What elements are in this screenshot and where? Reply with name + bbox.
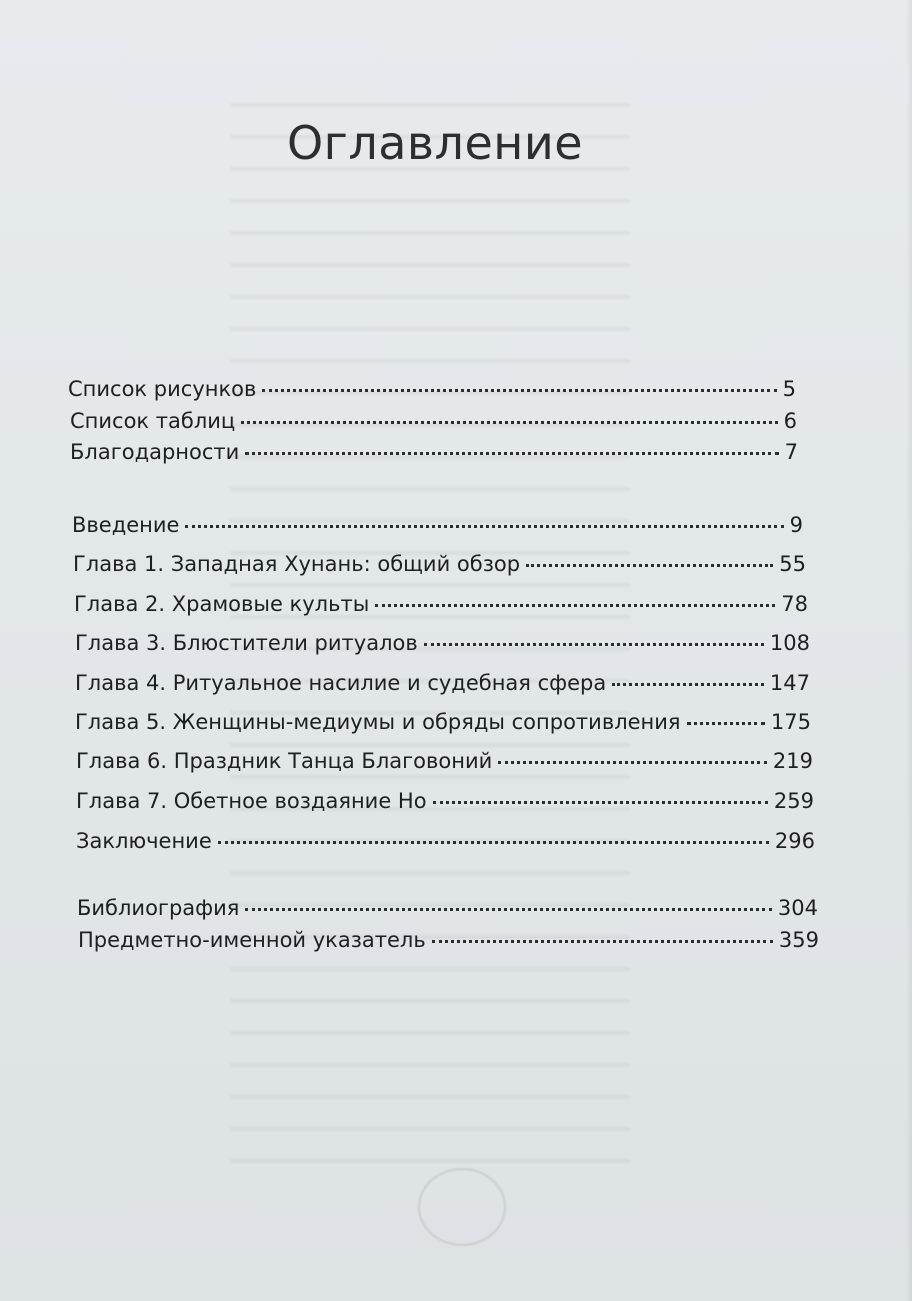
toc-entry-label: Глава 6. Праздник Танца Благовоний — [76, 749, 493, 773]
toc-entry-label: Глава 3. Блюстители ритуалов — [75, 631, 418, 655]
toc-entry-label: Список рисунков — [68, 377, 257, 401]
toc-entry[interactable] — [73, 549, 806, 579]
toc-entry-page: 7 — [784, 440, 798, 464]
toc-entry-page: 108 — [769, 631, 810, 655]
toc-entry-label: Глава 4. Ритуальное насилие и судебная сфера — [75, 671, 607, 695]
toc-entry[interactable] — [75, 707, 811, 737]
toc-entry-page: 55 — [779, 552, 806, 576]
toc-entry-label: Глава 1. Западная Хунань: общий обзор — [73, 552, 521, 576]
toc-entry[interactable] — [76, 786, 814, 816]
toc-leader-dots — [218, 841, 769, 844]
toc-entry[interactable] — [75, 668, 810, 698]
toc-leader-dots — [612, 683, 764, 686]
toc-leader-dots — [185, 525, 783, 528]
toc-entry[interactable] — [70, 437, 798, 467]
toc-entry[interactable] — [77, 893, 818, 923]
toc-leader-dots — [245, 452, 778, 455]
toc-entry[interactable] — [70, 406, 797, 436]
toc-entry-page: 175 — [770, 710, 811, 734]
toc-entry-page: 259 — [773, 789, 814, 813]
toc-entry-label: Список таблиц — [70, 409, 236, 433]
toc-entry-label: Глава 5. Женщины-медиумы и обряды сопротивления — [75, 710, 681, 734]
toc-entry-label: Библиография — [77, 896, 240, 920]
toc-entry-label: Благодарности — [70, 440, 240, 464]
toc-entry-page: 359 — [778, 928, 819, 952]
toc-entry-label: Глава 2. Храмовые культы — [74, 592, 370, 616]
toc-entry[interactable] — [78, 925, 819, 955]
toc-leader-dots — [432, 940, 773, 943]
toc-entry-page: 9 — [789, 513, 803, 537]
toc-entry-page: 219 — [772, 749, 813, 773]
toc-entry[interactable] — [76, 826, 815, 856]
toc-entry-label: Глава 7. Обетное воздаяние Но — [76, 789, 427, 813]
toc-entry-label: Заключение — [76, 829, 212, 853]
toc-leader-dots — [241, 421, 777, 424]
toc-leader-dots — [498, 761, 767, 764]
toc-entry-page: 78 — [781, 592, 808, 616]
toc-entry-page: 6 — [783, 409, 797, 433]
toc-entry[interactable] — [75, 628, 810, 658]
toc-entry-label: Предметно-именной указатель — [78, 928, 426, 952]
toc-leader-dots — [262, 389, 776, 392]
toc-leader-dots — [424, 643, 764, 646]
toc-entry-page: 304 — [777, 896, 818, 920]
toc-entry-page: 5 — [782, 377, 796, 401]
toc-leader-dots — [433, 801, 768, 804]
toc-entry[interactable] — [74, 589, 808, 619]
toc-entry[interactable] — [72, 510, 803, 540]
page-title: Оглавление — [286, 116, 584, 170]
toc-entry[interactable] — [76, 746, 813, 776]
toc-entry[interactable] — [68, 374, 796, 404]
toc-leader-dots — [526, 564, 773, 567]
toc-leader-dots — [375, 604, 775, 607]
toc-leader-dots — [245, 908, 772, 911]
toc-entry-label: Введение — [72, 513, 180, 537]
toc-leader-dots — [687, 722, 765, 725]
toc-entry-page: 296 — [774, 829, 815, 853]
toc-entry-page: 147 — [769, 671, 810, 695]
